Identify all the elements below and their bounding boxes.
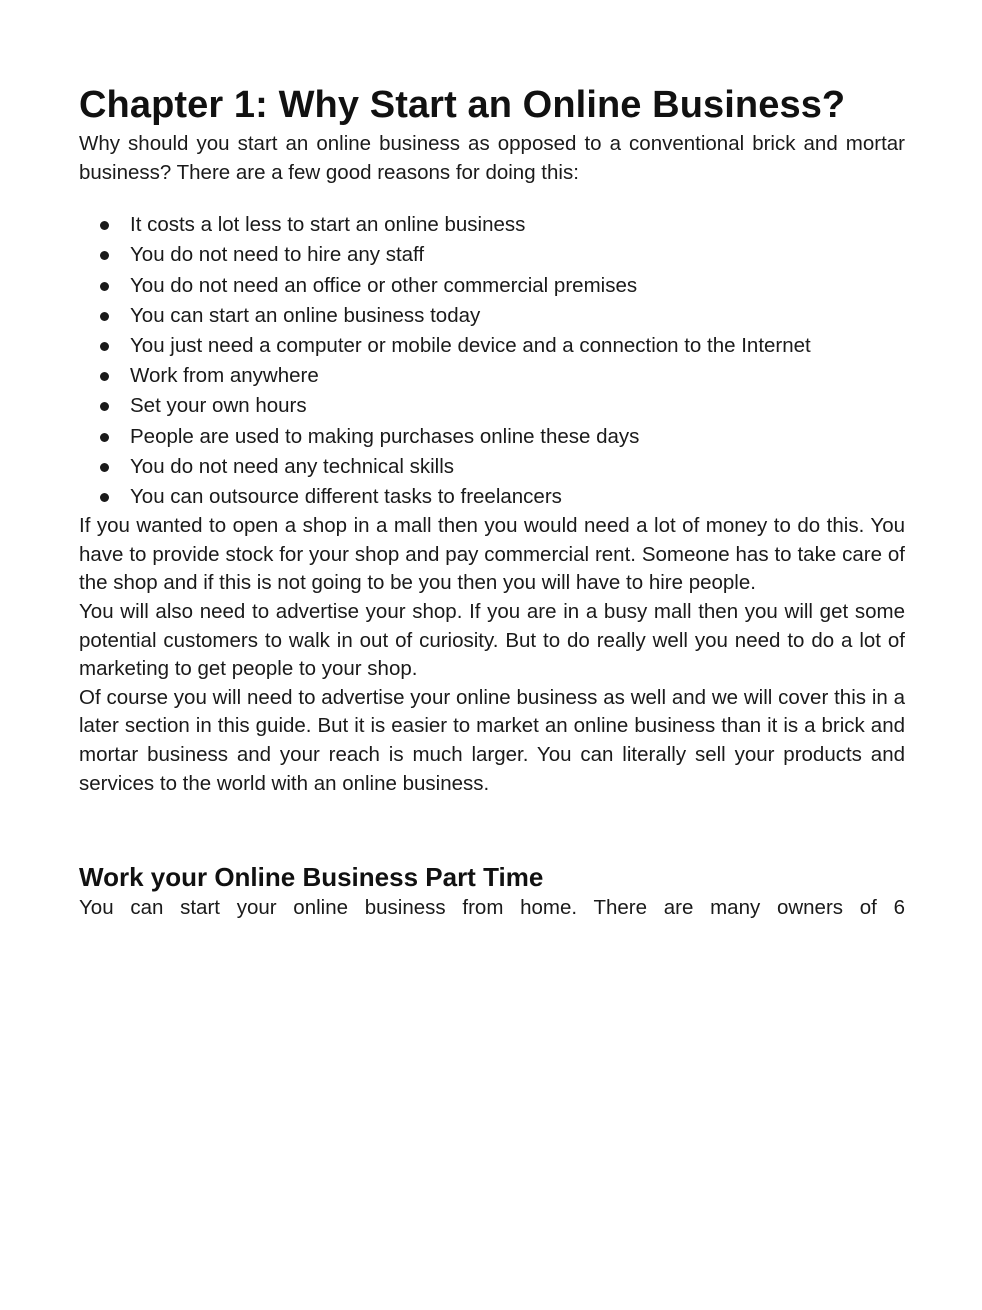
bullet-icon: [100, 342, 109, 351]
bullet-icon: [100, 282, 109, 291]
bullet-icon: [100, 402, 109, 411]
list-item: It costs a lot less to start an online business: [79, 210, 905, 240]
reasons-list: [79, 210, 905, 512]
body-paragraph: You will also need to advertise your shop. If you are in a busy mall then you will get some potential customers to walk in out of curiosity. But to do really well you need to do a lot of marketing to get people to your shop.: [79, 600, 905, 681]
bullet-icon: [100, 372, 109, 381]
list-item: Work from anywhere: [79, 361, 905, 391]
bullet-icon: [100, 312, 109, 321]
document-page: [79, 80, 905, 923]
bullet-icon: [100, 493, 109, 502]
body-paragraph: Of course you will need to advertise your online business as well and we will cover this in a later section in this guide. But it is easier to market an online business than it is a brick and mortar business and your reach is much larger. You can literally sell your products and services to the world with an online business.: [79, 685, 905, 795]
bullet-icon: [100, 463, 109, 472]
bullet-icon: [100, 433, 109, 442]
list-item: People are used to making purchases online these days: [79, 422, 905, 452]
list-item: You can start an online business today: [79, 301, 905, 331]
section-paragraph: You can start your online business from home. There are many owners of 6: [79, 896, 905, 920]
list-item: You do not need any technical skills: [79, 452, 905, 482]
list-item: You do not need an office or other commercial premises: [79, 271, 905, 301]
bullet-icon: [100, 251, 109, 260]
list-item: Set your own hours: [79, 391, 905, 421]
section-heading: Work your Online Business Part Time: [79, 862, 544, 893]
bullet-icon: [100, 221, 109, 230]
list-item: You do not need to hire any staff: [79, 240, 905, 270]
body-paragraph: If you wanted to open a shop in a mall then you would need a lot of money to do this. You have to provide stock for your shop and pay commercial rent. Someone has to take care of the shop and if this is not going to be you then you will have to hire people.: [79, 514, 905, 595]
intro-paragraph: Why should you start an online business as opposed to a conventional brick and mortar business? There are a few good reasons for doing this:: [79, 132, 905, 184]
list-item: You just need a computer or mobile device and a connection to the Internet: [79, 331, 905, 361]
chapter-title: Chapter 1: Why Start an Online Business?: [79, 84, 846, 126]
list-item: You can outsource different tasks to freelancers: [79, 482, 905, 512]
